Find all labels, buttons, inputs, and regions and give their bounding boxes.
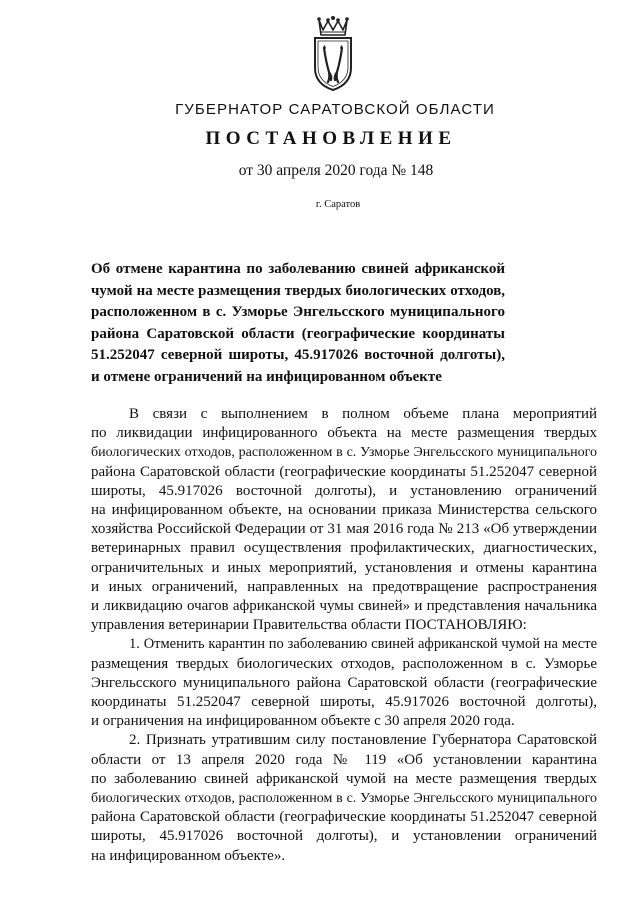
title-line: 51.252047 северной широты, 45.917026 восточной долготы), (91, 347, 505, 363)
body-line: Энгельсского муниципального района Саратовской области (географические (91, 674, 597, 691)
saratov-coat-of-arms-icon (309, 14, 357, 92)
body-line: биологических отходов, расположенном в с. Узморье Энгельсского муниципального (91, 791, 597, 807)
body-line: 2. Признать утратившим силу постановление Губернатора Саратовской (129, 732, 597, 749)
body-line: хозяйства Российской Федерации от 31 мая 2016 года № 213 «Об утверждении (91, 521, 597, 538)
body-line: координаты 51.252047 северной широты, 45.917026 восточной долготы), (91, 694, 597, 711)
body-line: области от 13 апреля 2020 года № 119 «Об установлении карантина (91, 751, 597, 768)
title-line: и отмене ограничений на инфицированном объекте (91, 368, 442, 385)
body-line: 1. Отменить карантин по заболеванию свиней африканской чумой на месте (129, 636, 597, 653)
body-line: В связи с выполнением в полном объеме плана мероприятий (129, 406, 597, 422)
issuing-authority: ГУБЕРНАТОР САРАТОВСКОЙ ОБЛАСТИ (175, 101, 495, 118)
body-line: и ограничения на инфицированном объекте с 30 апреля 2020 года. (91, 713, 515, 730)
body-line: и иных ограничений, направленных на предотвращение распространения (91, 578, 597, 595)
body-line: управления ветеринарии Правительства области ПОСТАНОВЛЯЮ: (91, 617, 527, 634)
body-line: ограничительных и иных мероприятий, установления и отмены карантина (91, 559, 597, 576)
body-line: широты, 45.917026 восточной долготы), и установлении ограничений (91, 828, 597, 845)
document-type: ПОСТАНОВЛЕНИЕ (205, 128, 457, 149)
title-line: Об отмене карантина по заболеванию свиней африканской (91, 261, 505, 277)
document-title (91, 259, 505, 388)
body-line: по заболеванию свиней африканской чумой на месте размещения твердых (91, 770, 597, 787)
body-line: на инфицированном объекте». (91, 847, 286, 864)
body-line: на инфицированном объекте, на основании приказа Министерства сельского (91, 502, 597, 519)
body-line: района Саратовской области (географические координаты 51.252047 северной (91, 809, 597, 826)
body-line: биологических отходов, расположенном в с. Узморье Энгельсского муниципального (91, 445, 597, 461)
title-line: района Саратовской области (географические координаты (91, 325, 505, 342)
body-line: размещения твердых биологических отходов, расположенном в с. Узморье (91, 655, 597, 672)
document-city: г. Саратов (315, 199, 361, 210)
title-line: чумой на месте размещения твердых биологических отходов, (91, 282, 505, 299)
document-date-number: от 30 апреля 2020 года № 148 (238, 162, 434, 179)
body-line: по ликвидации инфицированного объекта на месте размещения твердых (91, 425, 597, 442)
body-line: ветеринарных правил осуществления профилактических, диагностических, (91, 540, 597, 557)
body-line: широты, 45.917026 восточной долготы), и установлению ограничений (91, 482, 597, 499)
body-line: района Саратовской области (географические координаты 51.252047 северной (91, 463, 597, 480)
title-line: расположенном в с. Узморье Энгельсского муниципального (91, 304, 505, 320)
body-line: и ликвидацию очагов африканской чумы свиней» и представления начальника (91, 598, 597, 615)
document-body (91, 405, 597, 866)
